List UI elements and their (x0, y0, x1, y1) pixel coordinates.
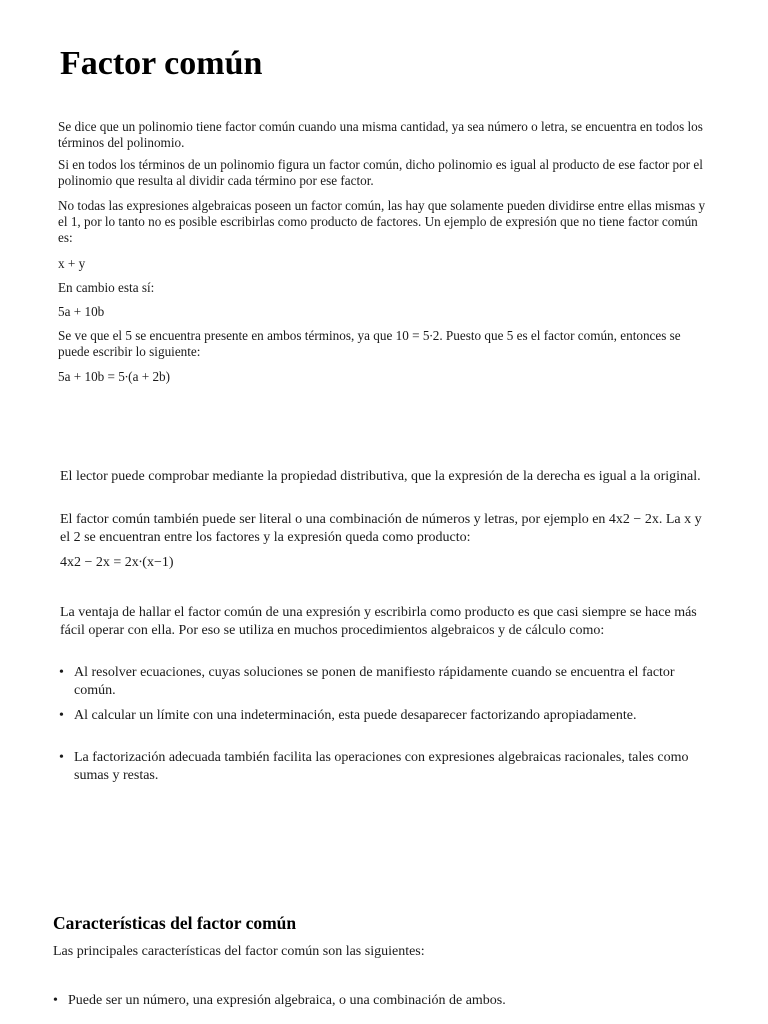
expression-factored-2x: 4x2 − 2x = 2x∙(x−1) (60, 555, 174, 570)
expression-factored-5: 5a + 10b = 5∙(a + 2b) (58, 369, 171, 384)
paragraph-no-common-factor: No todas las expresiones algebraicas poseen un factor común, las hay que solamente pueden dividirse entre ellas mismas y el 1, por lo tanto no es posible escribirlas como producto de factores. Un ejemplo de expresión que no tiene factor común es: (58, 198, 706, 245)
paragraph-literal-factor: El factor común también puede ser literal o una combinación de números y letras, por ejemplo en 4x2 − 2x. La x y el 2 se encuentran entre los factores y la expresión queda como producto: (60, 512, 702, 545)
list-item: • Puede ser un número, una expresión algebraica, o una combinación de ambos. (53, 993, 506, 1008)
section-intro: Las principales características del factor común son las siguientes: (53, 944, 425, 959)
paragraph-advantage: La ventaja de hallar el factor común de una expresión y escribirla como producto es que casi siempre se hace más fácil operar con ella. Por eso se utiliza en muchos procedimientos algebraicos y de cálculo como: (60, 605, 697, 638)
section-heading: Características del factor común (53, 913, 297, 933)
bullet-icon: • (59, 665, 64, 680)
list-item: • La factorización adecuada también facilita las operaciones con expresiones algebraicas racionales, tales como sumas y restas. (59, 750, 689, 783)
bullet-icon: • (53, 993, 58, 1008)
paragraph-rule: Si en todos los términos de un polinomio figura un factor común, dicho polinomio es igual al producto de ese factor por el polinomio que resulta al dividir cada término por ese factor. (58, 157, 703, 188)
paragraph-five-common: Se ve que el 5 se encuentra presente en ambos términos, ya que 10 = 5∙2. Puesto que 5 es el factor común, entonces se puede escribir lo siguiente: (58, 328, 681, 359)
page-title: Factor común (60, 45, 263, 82)
list-item: • Al resolver ecuaciones, cuyas soluciones se ponen de manifiesto rápidamente cuando se encuentra el factor común. (59, 665, 675, 698)
expression-5a-10b: 5a + 10b (58, 304, 105, 319)
paragraph-distributive: El lector puede comprobar mediante la propiedad distributiva, que la expresión de la derecha es igual a la original. (60, 469, 701, 484)
bullet-icon: • (59, 750, 64, 765)
expression-x-plus-y: x + y (58, 256, 86, 271)
bullet-icon: • (59, 708, 64, 723)
paragraph-definition: Se dice que un polinomio tiene factor común cuando una misma cantidad, ya sea número o letra, se encuentra en todos los términos del polinomio. (58, 119, 703, 150)
paragraph-in-contrast: En cambio esta sí: (58, 280, 155, 295)
list-item: • Al calcular un límite con una indeterminación, esta puede desaparecer factorizando apropiadamente. (59, 708, 637, 723)
